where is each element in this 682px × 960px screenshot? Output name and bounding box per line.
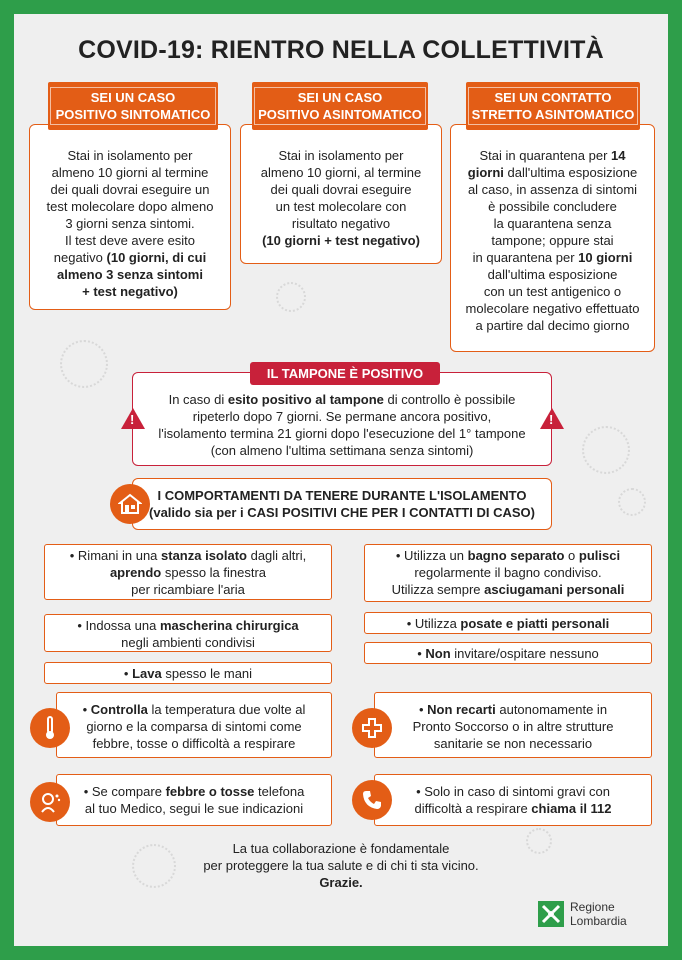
text-line: Stai in isolamento per	[67, 148, 193, 163]
header-frame	[254, 87, 426, 125]
text-span: • Utilizza	[406, 616, 461, 631]
virus-icon	[582, 426, 630, 474]
text-span: • Se compare	[83, 784, 166, 799]
house-icon	[110, 484, 150, 524]
virus-icon	[60, 340, 108, 388]
first-aid-cross-icon	[352, 708, 392, 748]
bold-span: Lava	[132, 666, 162, 681]
text-line	[241, 232, 441, 249]
bold-span: Controlla	[90, 702, 148, 717]
text-span: • Indossa una	[77, 618, 160, 633]
text-span: In caso di	[168, 392, 228, 407]
personal-cutlery-item	[364, 612, 652, 634]
call-doctor-item	[56, 774, 332, 826]
text-line: I COMPORTAMENTI DA TENERE DURANTE L'ISOLAMENTO	[157, 488, 527, 503]
bold-span: Grazie.	[319, 875, 363, 890]
text-line	[451, 164, 654, 181]
text-span: spesso le mani	[161, 666, 253, 681]
text-line	[365, 615, 651, 632]
text-span: invitare/ospitare nessuno	[450, 646, 599, 661]
text-line: dei quali dovrai eseguire	[270, 182, 412, 197]
text-span: spesso la finestra	[161, 565, 267, 580]
thermometer-icon	[30, 708, 70, 748]
text-line: al caso, in assenza di sintomi	[467, 182, 638, 197]
bold-span: almeno 3 senza sintomi	[57, 267, 203, 282]
text-line: Il test deve avere esito	[64, 233, 196, 248]
text-line: sanitarie se non necessario	[433, 736, 593, 751]
bold-span: asciugamani personali	[484, 582, 625, 597]
logo-text: Regione	[570, 900, 615, 914]
text-line: al tuo Medico, segui le sue indicazioni	[84, 801, 304, 816]
bold-span: + test negativo)	[82, 284, 178, 299]
text-span: negativo	[53, 250, 107, 265]
text-line	[45, 547, 331, 564]
text-span: •	[82, 702, 91, 717]
text-span: difficoltà a respirare	[414, 801, 532, 816]
bold-span: posate e piatti personali	[460, 616, 610, 631]
positive-swab-header: IL TAMPONE È POSITIVO	[250, 362, 440, 385]
phone-icon	[352, 780, 392, 820]
sick-person-icon	[30, 782, 70, 822]
text-line: un test molecolare con	[275, 199, 407, 214]
text-line: regolarmente il bagno condiviso.	[414, 565, 602, 580]
separate-bathroom-item	[364, 544, 652, 602]
text-line: ripeterlo dopo 7 giorni. Se permane ancora positivo,	[192, 409, 492, 424]
behaviours-box	[132, 478, 552, 530]
header-line: POSITIVO SINTOMATICO	[55, 107, 211, 122]
text-span: telefona	[254, 784, 305, 799]
regione-lombardia-logo	[538, 896, 648, 936]
close-contact-header	[466, 82, 640, 130]
bold-span: (10 giorni, di cui	[106, 250, 207, 265]
text-span: dall'ultima esposizione	[503, 165, 638, 180]
text-line: tampone; oppure stai	[491, 233, 614, 248]
virus-icon	[618, 488, 646, 516]
positive-asymptomatic-header	[252, 82, 428, 130]
text-line: a partire dal decimo giorno	[475, 318, 630, 333]
bold-span: giorni	[467, 165, 504, 180]
positive-symptomatic-box	[29, 124, 231, 310]
header-line: SEI UN CONTATTO	[494, 90, 612, 105]
text-line: test molecolare dopo almeno	[46, 199, 214, 214]
text-line	[451, 147, 654, 164]
text-span: la temperatura due volte al	[147, 702, 306, 717]
text-line: giorno e la comparsa di sintomi come	[86, 719, 302, 734]
text-line	[14, 874, 668, 891]
temperature-item	[56, 692, 332, 758]
text-line	[365, 645, 651, 662]
bold-span: chiama il 112	[531, 801, 612, 816]
text-line: • Solo in caso di sintomi gravi con	[416, 784, 610, 799]
text-span: • Utilizza un	[395, 548, 468, 563]
positive-swab-box	[132, 372, 552, 466]
text-line	[133, 391, 551, 408]
text-line: La tua collaborazione è fondamentale	[232, 841, 450, 856]
text-line	[375, 800, 651, 817]
text-span: Stai in quarantena per	[479, 148, 612, 163]
text-span: •	[417, 646, 426, 661]
header-frame	[50, 87, 216, 125]
text-span: o	[564, 548, 579, 563]
text-span: dagli altri,	[246, 548, 307, 563]
text-line	[365, 547, 651, 564]
text-line: l'isolamento termina 21 giorni dopo l'esecuzione del 1° tampone	[158, 426, 526, 441]
no-emergency-room-item	[374, 692, 652, 758]
text-line	[30, 283, 230, 300]
text-line	[30, 249, 230, 266]
footer-message	[14, 840, 668, 891]
text-line	[45, 564, 331, 581]
text-line	[57, 783, 331, 800]
bold-span: Non recarti	[427, 702, 496, 717]
text-line: almeno 10 giorni, al termine	[260, 165, 422, 180]
header-line: SEI UN CASO	[297, 90, 383, 105]
text-span: • Rimani in una	[69, 548, 162, 563]
text-line: febbre, tosse o difficoltà a respirare	[92, 736, 296, 751]
no-guests-item	[364, 642, 652, 664]
text-line: 3 giorni senza sintomi.	[65, 216, 195, 231]
text-span: •	[123, 666, 133, 681]
close-contact-box	[450, 124, 655, 352]
text-line: (valido sia per i CASI POSITIVI CHE PER I CONTATTI DI CASO)	[149, 505, 535, 520]
text-span: Utilizza sempre	[391, 582, 485, 597]
bold-span: 10 giorni	[578, 250, 633, 265]
text-line	[45, 665, 331, 682]
text-line: Stai in isolamento per	[278, 148, 404, 163]
text-line	[30, 266, 230, 283]
header-line: POSITIVO ASINTOMATICO	[258, 107, 422, 122]
bold-span: esito positivo al tampone	[227, 392, 384, 407]
bold-span: febbre o tosse	[165, 784, 255, 799]
header-frame	[468, 87, 638, 125]
logo-mark-icon	[538, 901, 564, 927]
mask-item	[44, 614, 332, 652]
text-line: Pronto Soccorso o in altre strutture	[412, 719, 614, 734]
warning-icon	[540, 408, 564, 429]
text-span: di controllo è possibile	[383, 392, 516, 407]
bold-span: 14	[611, 148, 626, 163]
text-line: con un test antigenico o	[483, 284, 622, 299]
text-span: •	[418, 702, 428, 717]
text-span: autonomamente in	[495, 702, 608, 717]
text-line	[375, 701, 651, 718]
text-line: dall'ultima esposizione	[487, 267, 618, 282]
virus-icon	[276, 282, 306, 312]
page-title: COVID-19: RIENTRO NELLA COLLETTIVITÀ	[78, 36, 604, 64]
text-line: molecolare negativo effettuato	[465, 301, 640, 316]
text-line	[451, 249, 654, 266]
bold-span: stanza isolato	[161, 548, 247, 563]
text-line: è possibile concludere	[488, 199, 617, 214]
positive-asymptomatic-box	[240, 124, 442, 264]
text-line: almeno 10 giorni al termine	[51, 165, 209, 180]
header-line: SEI UN CASO	[90, 90, 176, 105]
text-line: risultato negativo	[291, 216, 391, 231]
bold-span: bagno separato	[467, 548, 565, 563]
bold-span: aprendo	[109, 565, 162, 580]
text-line: per ricambiare l'aria	[131, 582, 245, 597]
bold-span: Non	[425, 646, 451, 661]
text-line: per proteggere la tua salute e di chi ti sta vicino.	[203, 858, 479, 873]
logo-text: Lombardia	[570, 914, 627, 928]
positive-symptomatic-header	[48, 82, 218, 130]
text-line: la quarantena senza	[493, 216, 612, 231]
text-line	[45, 617, 331, 634]
text-line	[365, 581, 651, 598]
text-line	[57, 701, 331, 718]
bold-span: (10 giorni + test negativo)	[262, 233, 420, 248]
warning-mark: !	[130, 412, 135, 427]
header-line: STRETTO ASINTOMATICO	[471, 107, 635, 122]
warning-mark: !	[549, 412, 554, 427]
warning-icon	[121, 408, 145, 429]
text-line: dei quali dovrai eseguire un	[50, 182, 210, 197]
text-line: negli ambienti condivisi	[121, 635, 255, 650]
infographic-page	[14, 14, 668, 946]
text-span: in quarantena per	[472, 250, 579, 265]
isolate-room-item	[44, 544, 332, 600]
text-line: (con almeno l'ultima settimana senza sintomi)	[210, 443, 474, 458]
wash-hands-item	[44, 662, 332, 684]
call-112-item	[374, 774, 652, 826]
bold-span: pulisci	[578, 548, 621, 563]
bold-span: mascherina chirurgica	[159, 618, 299, 633]
